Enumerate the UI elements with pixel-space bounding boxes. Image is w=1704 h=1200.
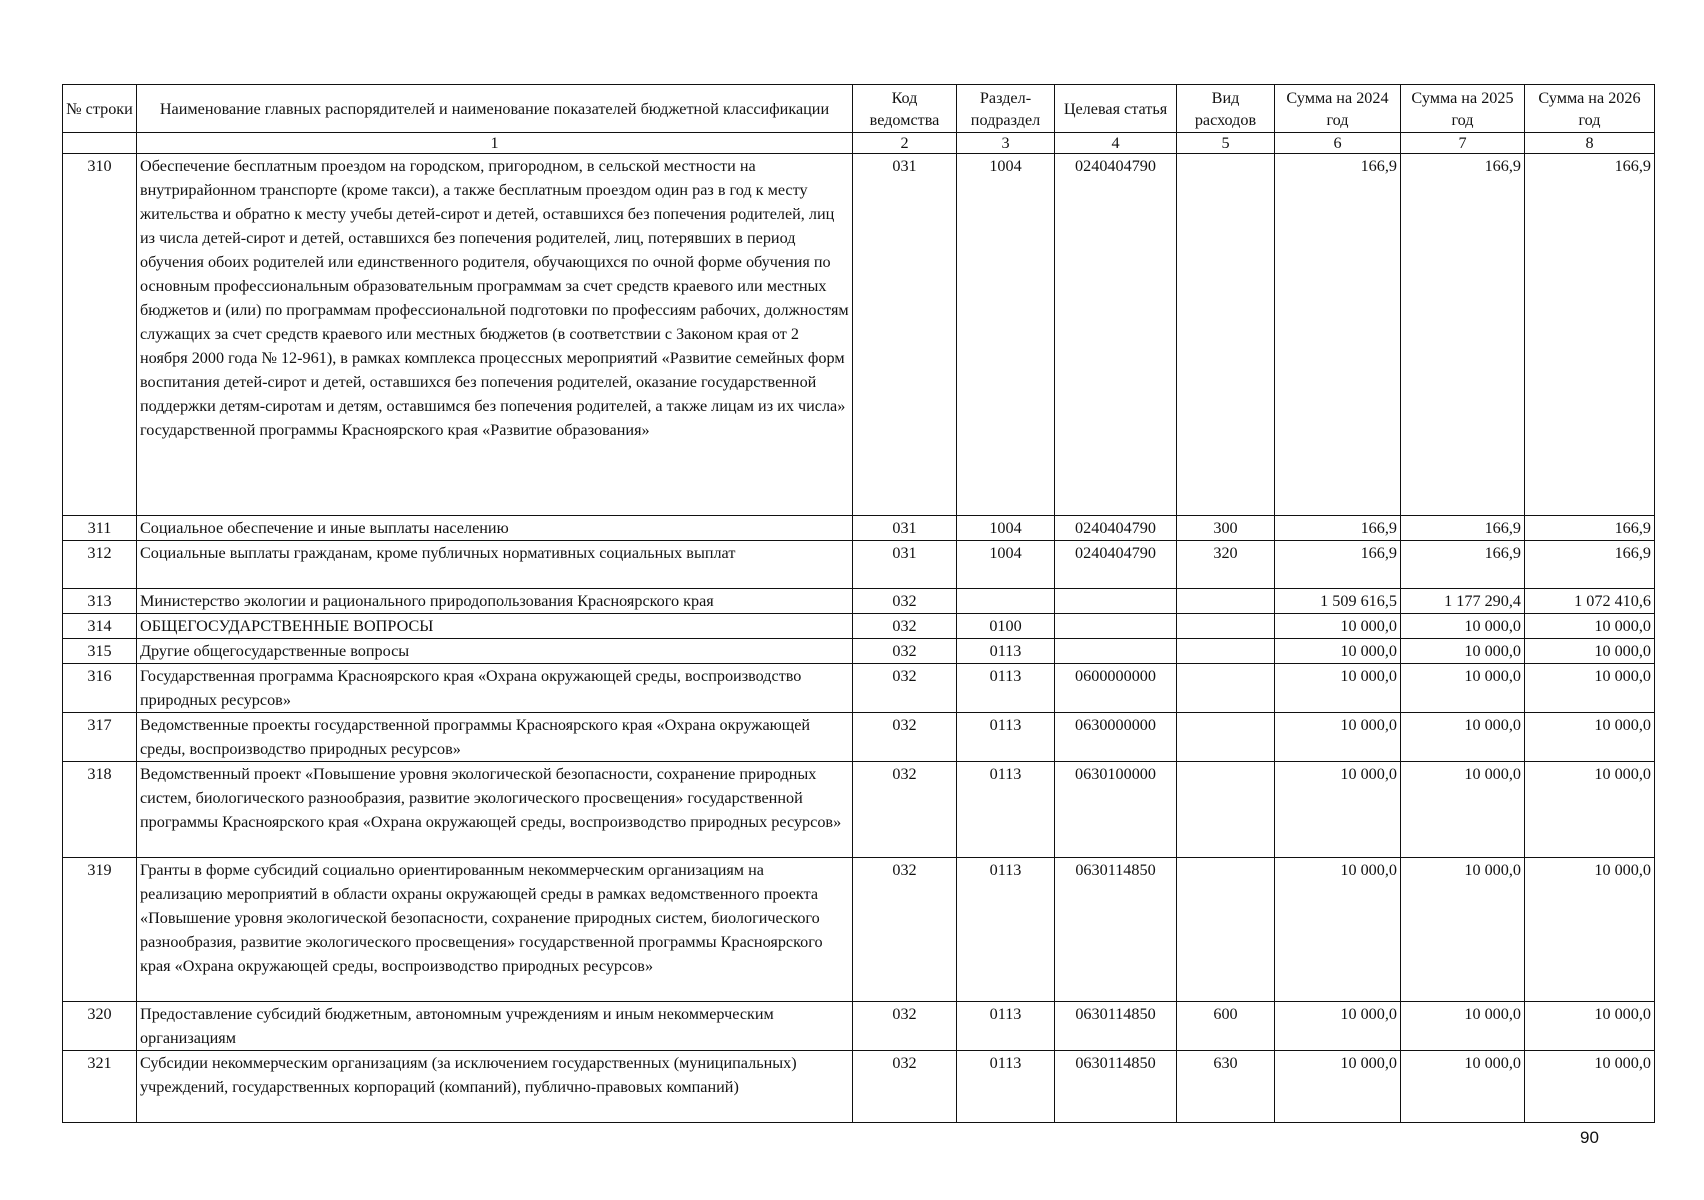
row-name: Государственная программа Красноярского края «Охрана окружающей среды, воспроизводство природных ресурсов»: [137, 664, 853, 713]
row-target-article: 0630000000: [1055, 713, 1177, 762]
row-section: 0113: [957, 639, 1055, 664]
row-department-code: 032: [853, 614, 957, 639]
header-sum-2026: Сумма на 2026 год: [1525, 85, 1655, 133]
row-sum-2024: 10 000,0: [1275, 713, 1401, 762]
row-number: 321: [63, 1051, 137, 1123]
row-name: Обеспечение бесплатным проездом на городском, пригородном, в сельской местности на внутрирайонном транспорте (кроме такси), а также бесплатным проездом один раз в год к месту жительства и обратно к месту учебы детей-сирот и детей, оставшихся без попечения родителей, лиц из числа детей-сирот и детей, оставшихся без попечения родителей, лиц, потерявших в период обучения обоих родителей или единственного родителя, обучающихся по очной форме обучения по основным профессиональным образовательным программам за счет средств краевого или местных бюджетов и (или) по программам профессиональной подготовки по профессиям рабочих, должностям служащих за счет средств краевого или местных бюджетов (в соответствии с Законом края от 2 ноября 2000 года № 12-961), в рамках комплекса процессных мероприятий «Развитие семейных форм воспитания детей-сирот и детей, оставшихся без попечения родителей, оказание государственной поддержки детям-сиротам и детям, оставшимся без попечения родителей, а также лицам из их числа» государственной программы Красноярского края «Развитие образования»: [137, 154, 853, 516]
row-sum-2024: 166,9: [1275, 541, 1401, 589]
column-number-cell: 8: [1525, 133, 1655, 154]
row-sum-2024: 1 509 616,5: [1275, 589, 1401, 614]
row-sum-2025: 166,9: [1401, 516, 1525, 541]
header-department-code: Код ведомства: [853, 85, 957, 133]
row-section: 1004: [957, 154, 1055, 516]
row-sum-2024: 166,9: [1275, 154, 1401, 516]
row-sum-2025: 10 000,0: [1401, 713, 1525, 762]
table-row: [63, 664, 1655, 713]
header-name: Наименование главных распорядителей и наименование показателей бюджетной классификации: [137, 85, 853, 133]
row-sum-2025: 10 000,0: [1401, 664, 1525, 713]
header-section: Раздел-подраздел: [957, 85, 1055, 133]
row-target-article: 0630114850: [1055, 858, 1177, 1002]
row-sum-2024: 10 000,0: [1275, 762, 1401, 858]
table-row: [63, 762, 1655, 858]
row-department-code: 031: [853, 154, 957, 516]
row-expense-type: [1177, 713, 1275, 762]
row-section: 0113: [957, 1002, 1055, 1051]
row-name: Социальные выплаты гражданам, кроме публичных нормативных социальных выплат: [137, 541, 853, 589]
row-name: ОБЩЕГОСУДАРСТВЕННЫЕ ВОПРОСЫ: [137, 614, 853, 639]
row-number: 314: [63, 614, 137, 639]
row-sum-2025: 1 177 290,4: [1401, 589, 1525, 614]
column-number-cell: 2: [853, 133, 957, 154]
row-expense-type: [1177, 639, 1275, 664]
row-target-article: [1055, 614, 1177, 639]
row-department-code: 031: [853, 541, 957, 589]
row-department-code: 032: [853, 1051, 957, 1123]
row-sum-2025: 166,9: [1401, 541, 1525, 589]
row-sum-2024: 10 000,0: [1275, 664, 1401, 713]
row-sum-2026: 1 072 410,6: [1525, 589, 1655, 614]
row-number: 318: [63, 762, 137, 858]
row-target-article: 0600000000: [1055, 664, 1177, 713]
budget-table: [62, 84, 1655, 1123]
row-department-code: 032: [853, 664, 957, 713]
row-expense-type: [1177, 154, 1275, 516]
row-sum-2026: 166,9: [1525, 541, 1655, 589]
table-row: [63, 713, 1655, 762]
table-row: [63, 614, 1655, 639]
row-sum-2025: 10 000,0: [1401, 1051, 1525, 1123]
table-row: [63, 154, 1655, 516]
row-expense-type: [1177, 762, 1275, 858]
row-expense-type: 300: [1177, 516, 1275, 541]
header-row-number: № строки: [63, 85, 137, 133]
page-number: 90: [1580, 1128, 1599, 1147]
row-number: 320: [63, 1002, 137, 1051]
row-department-code: 032: [853, 713, 957, 762]
row-sum-2026: 10 000,0: [1525, 614, 1655, 639]
row-expense-type: 630: [1177, 1051, 1275, 1123]
row-number: 319: [63, 858, 137, 1002]
table-row: [63, 541, 1655, 589]
row-name: Гранты в форме субсидий социально ориентированным некоммерческим организациям на реализацию мероприятий в области охраны окружающей среды в рамках ведомственного проекта «Повышение уровня экологической безопасности, сохранение природных систем, биологического разнообразия, развитие экологического просвещения» государственной программы Красноярского края «Охрана окружающей среды, воспроизводство природных ресурсов»: [137, 858, 853, 1002]
row-target-article: 0240404790: [1055, 516, 1177, 541]
row-sum-2025: 10 000,0: [1401, 762, 1525, 858]
row-sum-2026: 166,9: [1525, 516, 1655, 541]
row-sum-2026: 10 000,0: [1525, 1002, 1655, 1051]
row-number: 310: [63, 154, 137, 516]
row-department-code: 032: [853, 762, 957, 858]
row-section: 0113: [957, 713, 1055, 762]
row-target-article: 0630114850: [1055, 1002, 1177, 1051]
row-target-article: [1055, 639, 1177, 664]
row-sum-2025: 10 000,0: [1401, 1002, 1525, 1051]
column-number-cell: 3: [957, 133, 1055, 154]
row-section: 1004: [957, 516, 1055, 541]
row-name: Министерство экологии и рационального природопользования Красноярского края: [137, 589, 853, 614]
row-sum-2026: 10 000,0: [1525, 858, 1655, 1002]
header-row: [63, 85, 1655, 133]
row-sum-2025: 166,9: [1401, 154, 1525, 516]
row-sum-2024: 10 000,0: [1275, 858, 1401, 1002]
row-sum-2024: 10 000,0: [1275, 639, 1401, 664]
row-section: 0100: [957, 614, 1055, 639]
row-department-code: 032: [853, 639, 957, 664]
row-sum-2026: 10 000,0: [1525, 762, 1655, 858]
row-sum-2024: 10 000,0: [1275, 1051, 1401, 1123]
header-expense-type: Вид расходов: [1177, 85, 1275, 133]
row-number: 316: [63, 664, 137, 713]
row-name: Субсидии некоммерческим организациям (за исключением государственных (муниципальных) учреждений, государственных корпораций (компаний), публично-правовых компаний): [137, 1051, 853, 1123]
row-name: Ведомственные проекты государственной программы Красноярского края «Охрана окружающей среды, воспроизводство природных ресурсов»: [137, 713, 853, 762]
row-target-article: [1055, 589, 1177, 614]
row-sum-2026: 166,9: [1525, 154, 1655, 516]
row-department-code: 032: [853, 858, 957, 1002]
row-target-article: 0240404790: [1055, 154, 1177, 516]
row-expense-type: [1177, 664, 1275, 713]
row-sum-2026: 10 000,0: [1525, 1051, 1655, 1123]
row-sum-2026: 10 000,0: [1525, 664, 1655, 713]
row-expense-type: [1177, 858, 1275, 1002]
row-section: 1004: [957, 541, 1055, 589]
row-department-code: 032: [853, 1002, 957, 1051]
row-sum-2026: 10 000,0: [1525, 639, 1655, 664]
row-expense-type: [1177, 614, 1275, 639]
row-sum-2025: 10 000,0: [1401, 858, 1525, 1002]
header-sum-2024: Сумма на 2024 год: [1275, 85, 1401, 133]
table-row: [63, 589, 1655, 614]
column-number-row: [63, 133, 1655, 154]
row-section: 0113: [957, 1051, 1055, 1123]
row-sum-2025: 10 000,0: [1401, 614, 1525, 639]
table-row: [63, 1051, 1655, 1123]
row-target-article: 0630100000: [1055, 762, 1177, 858]
row-sum-2026: 10 000,0: [1525, 713, 1655, 762]
row-number: 315: [63, 639, 137, 664]
row-number: 313: [63, 589, 137, 614]
column-number-cell: 6: [1275, 133, 1401, 154]
row-number: 312: [63, 541, 137, 589]
column-number-cell: [63, 133, 137, 154]
row-department-code: 032: [853, 589, 957, 614]
row-sum-2025: 10 000,0: [1401, 639, 1525, 664]
header-sum-2025: Сумма на 2025 год: [1401, 85, 1525, 133]
row-section: 0113: [957, 762, 1055, 858]
row-section: 0113: [957, 858, 1055, 1002]
row-name: Предоставление субсидий бюджетным, автономным учреждениям и иным некоммерческим организациям: [137, 1002, 853, 1051]
row-name: Социальное обеспечение и иные выплаты населению: [137, 516, 853, 541]
row-expense-type: 600: [1177, 1002, 1275, 1051]
row-expense-type: [1177, 589, 1275, 614]
column-number-cell: 5: [1177, 133, 1275, 154]
column-number-cell: 7: [1401, 133, 1525, 154]
row-number: 317: [63, 713, 137, 762]
row-target-article: 0630114850: [1055, 1051, 1177, 1123]
row-department-code: 031: [853, 516, 957, 541]
column-number-cell: 4: [1055, 133, 1177, 154]
row-sum-2024: 10 000,0: [1275, 1002, 1401, 1051]
column-number-cell: 1: [137, 133, 853, 154]
row-sum-2024: 10 000,0: [1275, 614, 1401, 639]
row-name: Ведомственный проект «Повышение уровня экологической безопасности, сохранение природных систем, биологического разнообразия, развитие экологического просвещения» государственной программы Красноярского края «Охрана окружающей среды, воспроизводство природных ресурсов»: [137, 762, 853, 858]
table-row: [63, 1002, 1655, 1051]
row-target-article: 0240404790: [1055, 541, 1177, 589]
row-section: [957, 589, 1055, 614]
row-sum-2024: 166,9: [1275, 516, 1401, 541]
row-expense-type: 320: [1177, 541, 1275, 589]
row-number: 311: [63, 516, 137, 541]
table-row: [63, 516, 1655, 541]
row-section: 0113: [957, 664, 1055, 713]
table-row: [63, 858, 1655, 1002]
header-target-article: Целевая статья: [1055, 85, 1177, 133]
table-row: [63, 639, 1655, 664]
row-name: Другие общегосударственные вопросы: [137, 639, 853, 664]
